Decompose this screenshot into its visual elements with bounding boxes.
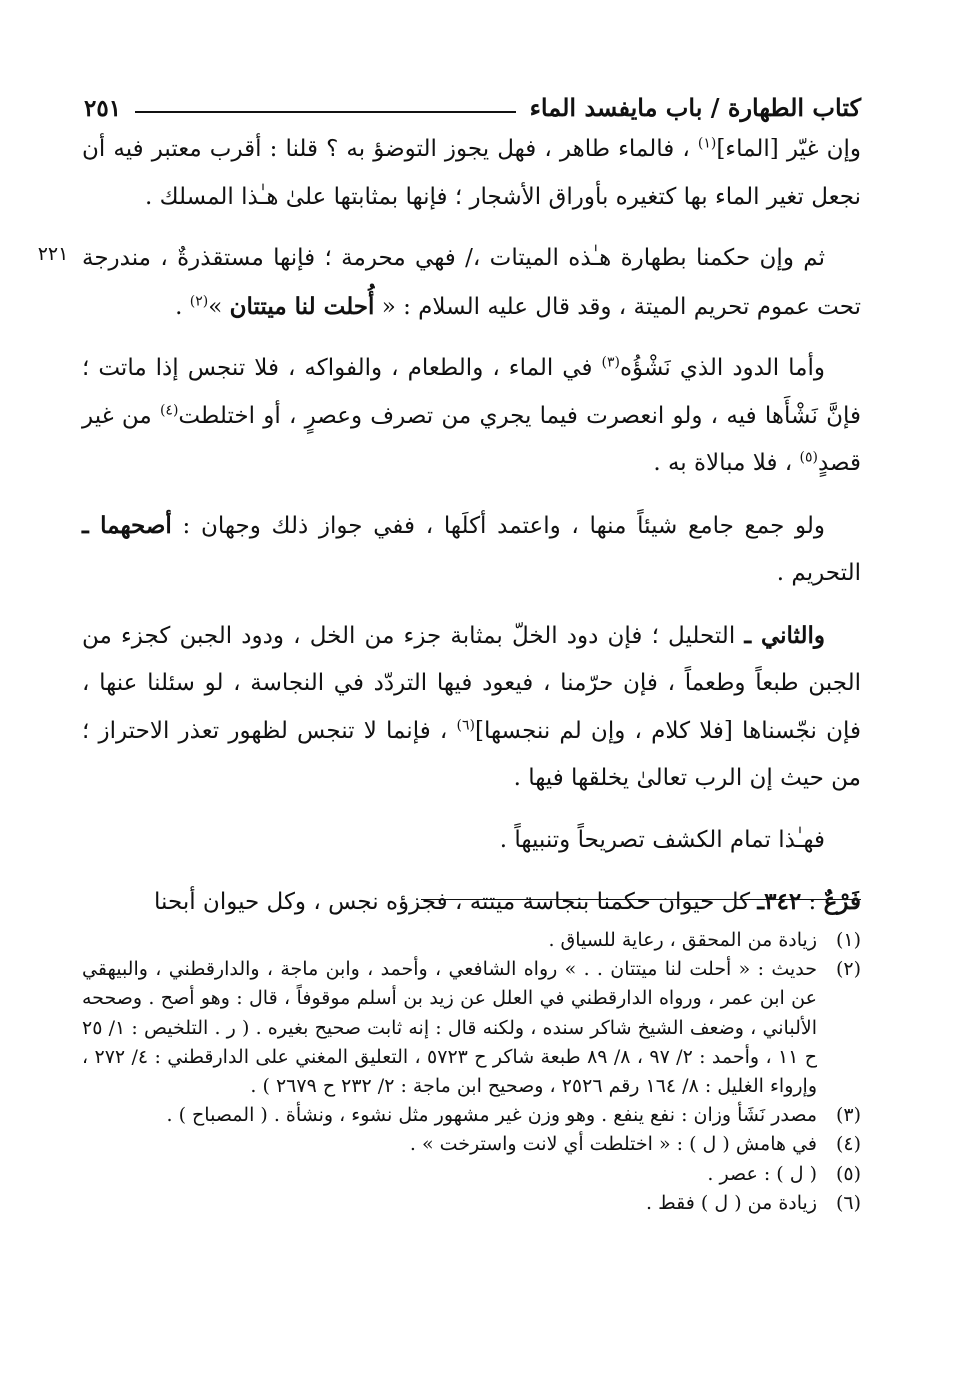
- paragraph-7: فَرْعٌ : ٣٤٢ـ كل حيوان حكمنا بنجاسة ميتته ، فجزؤه نجس ، وكل حيوان أبحنا: [154, 888, 861, 915]
- footnote-ref-5[interactable]: (٥): [799, 449, 818, 466]
- footnote-separator: [421, 899, 861, 900]
- issue-number: ٣٤٢ـ: [757, 888, 802, 915]
- footnotes: [82, 926, 861, 1218]
- page-number: ٢٥١: [84, 95, 122, 122]
- text-span: »: [208, 293, 230, 320]
- footnote-number: (١): [835, 929, 861, 951]
- footnote-text: زيادة من ( ل ) فقط .: [646, 1191, 817, 1214]
- hadith-quote: أُحلت لنا ميتتان: [229, 292, 375, 320]
- text-span: التحريم .: [776, 560, 861, 586]
- text-span: كل حيوان حكمنا بنجاسة ميتته ، فجزؤه نجس ، وكل حيوان أبحنا: [154, 889, 758, 915]
- footnote-number: (٥): [835, 1162, 861, 1185]
- footnote-4: [82, 1130, 861, 1159]
- footnote-number: (٤): [835, 1133, 861, 1156]
- text-span: .: [175, 293, 190, 320]
- branch-label: فَرْعٌ: [823, 888, 861, 915]
- footnote-ref-4[interactable]: (٤): [159, 401, 179, 418]
- bold-term: والثاني ـ: [744, 621, 825, 649]
- footnote-number: (٦): [835, 1191, 861, 1214]
- footnote-number: (٢): [835, 958, 861, 981]
- text-span: وأما الدود الذي نَشْؤُه: [619, 355, 825, 381]
- text-span: ، فالماء طاهر ، فهل يجوز التوضؤ به ؟ قلنا : أقرب معتبر فيه أن نجعل تغير الماء بها كتغيره بأوراق الأشجار ؛ فإنها بمثابتها علىٰ هـٰذا المسلك .: [82, 136, 861, 210]
- running-header: [84, 82, 861, 122]
- footnote-3: [82, 1101, 861, 1130]
- text-span: ، فلا مبالاة به .: [653, 450, 800, 476]
- paragraph-5: [82, 612, 861, 803]
- running-title: كتاب الطهارة / باب مايفسد الماء: [529, 93, 861, 122]
- text-span: ثم وإن حكمنا بطهارة هـٰذه الميتات ،/ فهي محرمة ؛ فإنها مستقذرةٌ ، مندرجة تحت عموم تحريم الميتة ، وقد قال عليه السلام : «: [82, 245, 861, 320]
- text-span: من غير قصدٍ: [82, 402, 861, 476]
- main-text: [82, 126, 861, 941]
- footnote-ref-6[interactable]: (٦): [456, 716, 475, 733]
- text-span: ، فإنما لا تنجس لظهور تعذر الاحتراز ؛ من حيث إن الرب تعالىٰ يخلقها فيها .: [82, 717, 861, 791]
- text-span: ولو جمع جامع شيئاً منها ، واعتمد أكلَها ، ففي جواز ذلك وجهان :: [171, 512, 825, 539]
- paragraph-2: [82, 235, 861, 331]
- text-span: وإن غيّر [الماء]: [716, 136, 861, 162]
- footnote-text: ( ل ) : عصر .: [707, 1162, 817, 1185]
- footnote-1: [82, 926, 861, 955]
- margin-page-number: ٢٢١: [37, 243, 69, 265]
- footnote-number: (٣): [835, 1104, 861, 1127]
- footnote-text: مصدر نَشَأ وزان : نفع ينفع . وهو وزن غير مشهور مثل نشوء ، ونشأة . ( المصباح ) .: [166, 1104, 817, 1127]
- footnote-6: [82, 1189, 861, 1218]
- paragraph-6: فهـٰذا تمام الكشف تصريحاً وتنبيهاً .: [499, 826, 825, 853]
- footnote-text: في هامش ( ل ) : « اختلطت أي لانت واسترخت » .: [409, 1133, 817, 1156]
- footnote-ref-1[interactable]: (١): [697, 135, 717, 152]
- text-span: في الماء ، والطعام ، والفواكه ، فلا تنجس إذا ماتت ؛ فإنَّ نَشْأَها فيه ، ولو انعصرت فيما يجري من تصرف وعصرٍ ، أو اختلطت: [82, 355, 861, 429]
- footnote-5: [82, 1160, 861, 1189]
- footnote-ref-2[interactable]: (٢): [189, 292, 209, 309]
- text-span: التحليل ؛ فإن دود الخلّ بمثابة جزء من الخل ، ودود الجبن كجزء من الجبن طبعاً وطعماً ، فإن حرّمنا ، فيعود فيها التردّد في النجاسة ، لو سئلنا عنها ، فإن نجّسناها [فلا كلام ، وإن لم ننجسها]: [82, 622, 861, 744]
- bold-term: أصحهما ـ: [82, 511, 172, 539]
- footnote-text: حديث : « أحلت لنا ميتتان . . » رواه الشافعي ، وأحمد ، وابن ماجة ، والدارقطني ، والبيهقي عن ابن عمر ، ورواه الدارقطني في العلل عن زيد بن أسلم موقوفاً ، قال : وهو أصح . وصححه الألباني ، وضعف الشيخ شاكر سنده ، ولكنه قال : إنه ثابت صحيح بغيره . ( ر . التلخيص : ١/ ٢٥ ح ١١ ، وأحمد : ٢/ ٩٧ ، ٨/ ٨٩ طبعة شاكر ح ٥٧٢٣ ، التعليق المغني على الدارقطني : ٤/ ٢٧٢ ، وإرواء الغليل : ٨/ ١٦٤ رقم ٢٥٢٦ ، وصحيح ابن ماجة : ٢/ ٢٣٢ ح ٢٦٧٩ ) .: [82, 958, 817, 1098]
- footnote-2: [82, 955, 861, 1101]
- footnote-text: زيادة من المحقق ، رعاية للسياق .: [548, 929, 817, 951]
- paragraph-3: [82, 345, 861, 488]
- footnote-ref-3[interactable]: (٣): [601, 354, 620, 371]
- paragraph-1: [82, 126, 861, 221]
- paragraph-4: [82, 502, 861, 598]
- header-rule: [135, 111, 516, 113]
